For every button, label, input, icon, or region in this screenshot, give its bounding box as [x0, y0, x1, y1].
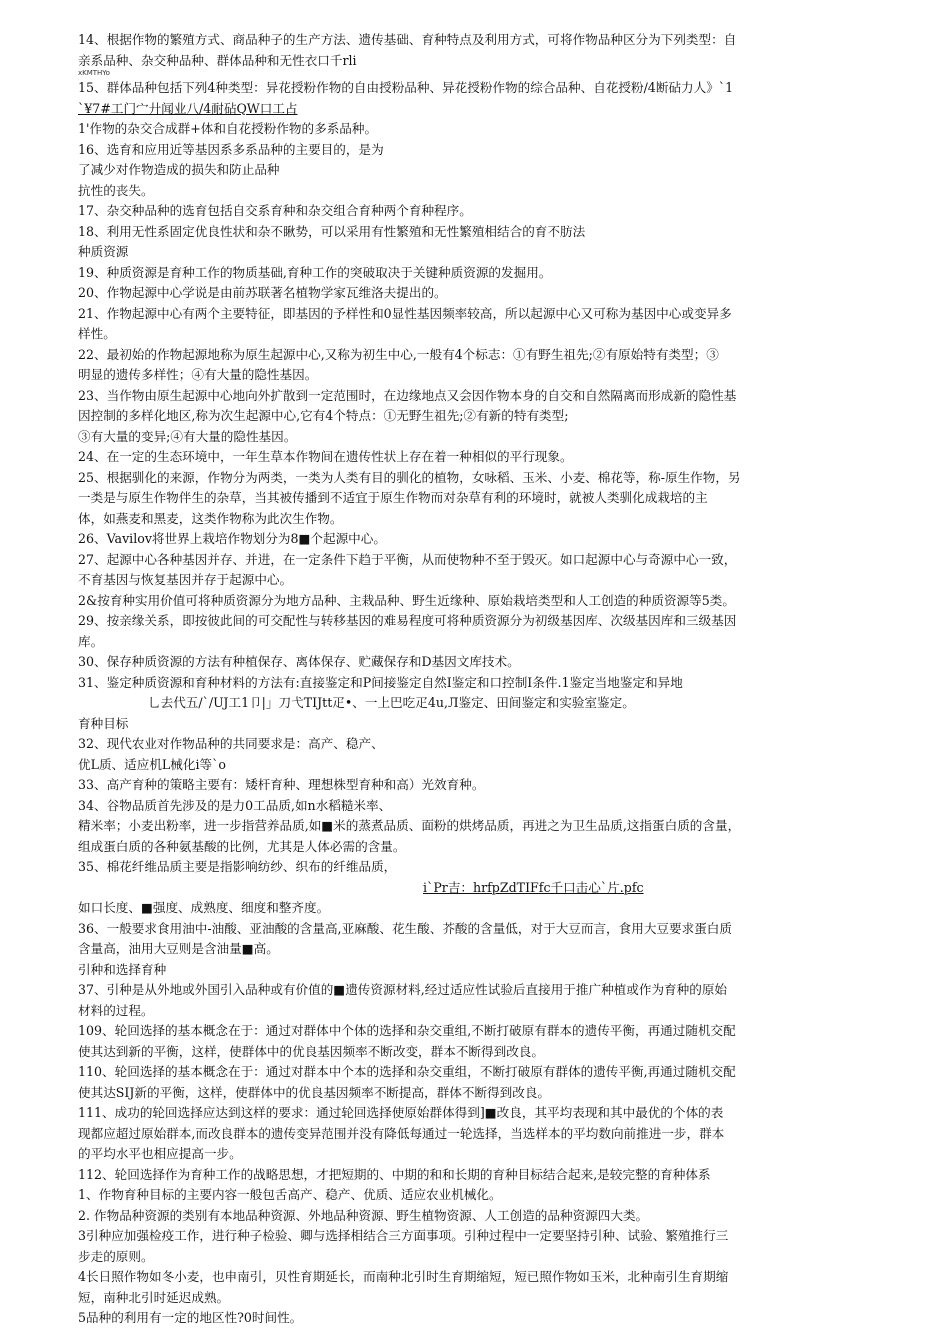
item-30: 30、保存种质资源的方法有种植保存、离体保存、贮藏保存和D基因文库技术。	[78, 654, 520, 669]
item-111-line-2: 现都应超过原始群本,而改良群本的遗传变异范围并没有降低每通过一轮选择，当选样本的平均数向前推进一步，群本	[78, 1125, 725, 1141]
item-26: 26、Vavilov将世界上栽培作物划分为8■个起源中心。	[78, 531, 386, 546]
item-35-line-2: 如口长度、■强度、成熟度、细度和整齐度。	[78, 900, 330, 915]
item-15-line-1: 15、群体品种包括下列4种类型：异花授粉作物的自由授粉品种、异花授粉作物的综合品种、自花授粉/4断砧力人》`1	[78, 80, 734, 95]
item-24: 24、在一定的生态环境中，一年生草本作物间在遗传性状上存在着一种相似的平行现象。	[78, 449, 573, 464]
item-112: 112、轮回选择作为育种工作的战略思想，才把短期的、中期的和和长期的育种目标结合起来,是较完整的育种体系	[78, 1166, 711, 1182]
item-36-line-2: 含量高，油用大豆则是含油量■高。	[78, 941, 279, 956]
item-23-line-3: ③有大量的变异;④有大量的隐性基因。	[78, 428, 297, 444]
item-25-line-3: 体，如燕麦和黑麦，这类作物称为此次生作物。	[78, 510, 343, 526]
item-37-line-1: 37、引种是从外地或外国引入品种或有价值的■遗传资源材料,经过适应性试验后直接用于推广种植或作为育种的原始	[78, 982, 728, 997]
item-34-line-1: 34、谷物品质首先涉及的是力0工品质,如n水稻糙米率、	[78, 797, 392, 813]
item-111-line-3: 的平均水平也相应提高一步。	[78, 1146, 242, 1161]
item-16-line-1: 16、选育和应用近等基因系多系品种的主要目的，是为	[78, 141, 384, 157]
item-110-line-1: 110、轮回选择的基本概念在于：通过对群本中个本的选择和杂交重组，不断打破原有群体的遗传平衡,再通过随机交配	[78, 1064, 736, 1079]
summary-item-4-line-1: 4长日照作物如冬小麦，也申南引，贝性育期延长，而南种北引时生育期缩短，短已照作物如玉米，北种南引生育期缩	[78, 1269, 729, 1284]
item-31-line-1: 31、鉴定种质资源和育种材料的方法有:直接鉴定和P间接鉴定自然I鉴定和口控制I条件.1鉴定当地鉴定和异地	[78, 674, 683, 690]
item-14-line-2: 亲系品种、杂交种品种、群体品种和无性衣口千rli	[78, 52, 357, 68]
summary-item-3-line-2: 步走的原则。	[78, 1248, 154, 1264]
item-14-artifact: xKMTHYo	[78, 69, 110, 77]
item-27-line-1: 27、起源中心各种基因并存、并进，在一定条件下趋于平衡，从而使物种不至于毁灭。如口起源中心与奇源中心一致，	[78, 551, 737, 567]
item-29-line-1: 29、按亲缘关系，即按彼此间的可交配性与转移基因的难易程度可将种质资源分为初级基因库、次级基因库和三级基因	[78, 613, 737, 628]
item-22-line-1: 22、最初始的作物起源地称为原生起源中心,又称为初生中心,一般有4个标志：①有野生祖先;②有原始特有类型；③	[78, 346, 719, 362]
item-33: 33、高产育种的策略主要有：矮杆育种、理想株型育种和高）光效育种。	[78, 777, 485, 792]
item-21-line-1: 21、作物起源中心有两个主要特征，即基因的予样性和0显性基因频率较高，所以起源中心又可称为基因中心或变异多	[78, 305, 732, 321]
item-31-line-2: 乚去代五/`/UJ工1卩|」刀弋TIJtt疋•、一上巴吃疋4u,Л鉴定、田间鉴定和实验室鉴定。	[148, 695, 635, 710]
item-34-line-2: 精米率；小麦出粉率，进一步指营养品质,如■米的蒸煮品质、面粉的烘烤品质，再进之为卫生品质,这指蛋白质的含量，	[78, 818, 741, 833]
item-111-line-1: 111、成功的轮回选择应达到这样的要求：通过轮回选择使原始群体得到]■改良，其平均表现和其中最优的个体的表	[78, 1105, 724, 1120]
item-32-line-1: 32、现代农业对作物品种的共同要求是：高产、稳产、	[78, 736, 384, 751]
item-36-line-1: 36、一般要求食用油中-油酸、亚油酸的含量高,亚麻酸、花生酸、芥酸的含量低，对于大豆而言，食用大豆要求蛋白质	[78, 920, 732, 936]
item-27-line-2: 不育基因与恢复基因并存于起源中心。	[78, 572, 293, 587]
section-heading-introduction-selection: 引种和选择育种	[78, 961, 167, 977]
item-23-line-2: 因控制的多样化地区,称为次生起源中心,它有4个特点：①无野生祖先;②有新的特有类型;	[78, 408, 569, 423]
summary-item-1: 1、作物育种目标的主要内容一般包舌高产、稳产、优质、适应农业机械化。	[78, 1187, 502, 1202]
item-32-line-2: 优L质、适应机L械化i等`o	[78, 756, 226, 772]
summary-item-5: 5品种的利用有一定的地区性?0时间性。	[78, 1310, 303, 1325]
document-page	[78, 30, 878, 1329]
item-21-line-2: 样性。	[78, 326, 116, 341]
item-19: 19、种质资源是育种工作的物质基础,育种工作的突破取决于关键种质资源的发掘用。	[78, 264, 552, 280]
item-15-line-3: 1'作物的杂交合成群+体和自花授粉作物的多系品种。	[78, 121, 378, 136]
item-16-line-2: 了减少对作物造成的损失和防止品种	[78, 162, 280, 177]
item-20: 20、作物起源中心学说是由前苏联著名植物学家瓦维洛夫提出的。	[78, 285, 447, 300]
item-110-line-2: 使其达SIJ新的平衡，这样，使群体中的优良基因频率不断提高，群体不断得到改良。	[78, 1084, 551, 1100]
section-heading-breeding-goals: 育种目标	[78, 715, 129, 731]
item-22-line-2: 明显的遗传多样性；④有大量的隐性基因。	[78, 367, 318, 382]
item-18: 18、利用无性系固定优良性状和杂不瞅势，可以采用有性繁殖和无性繁殖相结合的育不肪法	[78, 223, 586, 239]
item-109-line-1: 109、轮回选择的基本概念在于：通过对群体中个体的选择和杂交重组,不断打破原有群本的遗传平衡，再通过随机交配	[78, 1023, 736, 1038]
item-28: 2&按育种实用价值可将种质资源分为地方品种、主栽品种、野生近缘种、原始栽培类型和人工创造的种质资源等5类。	[78, 592, 735, 608]
item-15-line-2: `¥7#工门宀廾闻业八/4耐砧QW口工占	[78, 100, 298, 116]
item-35-line-1: 35、棉花纤维品质主要是指影响纺纱、织布的纤维品质，	[78, 859, 397, 874]
item-16-line-3: 抗性的丧失。	[78, 182, 154, 198]
item-17: 17、杂交种品种的选育包括自交系育种和杂交组合育种两个育种程序。	[78, 203, 472, 218]
item-25-line-2: 一类是与原生作物伴生的杂草，当其被传播到不适宜于原生作物而对杂草有利的环境时，就被人类驯化成栽培的主	[78, 490, 708, 505]
item-109-line-2: 使其达到新的平衡，这样，使群体中的优良基因频率不断改变，群本不断得到改良。	[78, 1043, 544, 1059]
item-23-line-1: 23、当作物由原生起源中心地向外扩散到一定范围时，在边缘地点又会因作物本身的自交和自然隔离而形成新的隐性基	[78, 387, 737, 403]
summary-item-2: 2. 作物品种资源的类别有本地品种资源、外地品种资源、野生植物资源、人工创造的品种资源四大类。	[78, 1207, 649, 1223]
item-37-line-2: 材料的过程。	[78, 1002, 154, 1018]
item-29-line-2: 库。	[78, 633, 104, 649]
summary-item-4-line-2: 短，南种北引时延迟成熟。	[78, 1289, 230, 1305]
section-heading-germplasm: 种质资源	[78, 244, 129, 259]
item-35-garbled: i`Pr吉：hrfpZdTIFfc千口击心`片.pfc	[423, 879, 644, 895]
item-25-line-1: 25、根据驯化的来源，作物分为两类，一类为人类有目的驯化的植物，女咏稻、玉米、小麦、棉花等，称-原生作物，另	[78, 469, 741, 485]
item-34-line-3: 组成蛋白质的各种氨基酸的比例，尤其是人体必需的含量。	[78, 838, 406, 854]
item-14-line-1: 14、根据作物的繁殖方式、商品种子的生产方法、遗传基础、育种特点及利用方式，可将作物品种区分为下列类型：自	[78, 32, 737, 47]
summary-item-3-line-1: 3引种应加强检疫工作，进行种子检验、卿与选择相结合三方面事项。引种过程中一定要坚持引种、试验、繁殖推行三	[78, 1228, 729, 1243]
